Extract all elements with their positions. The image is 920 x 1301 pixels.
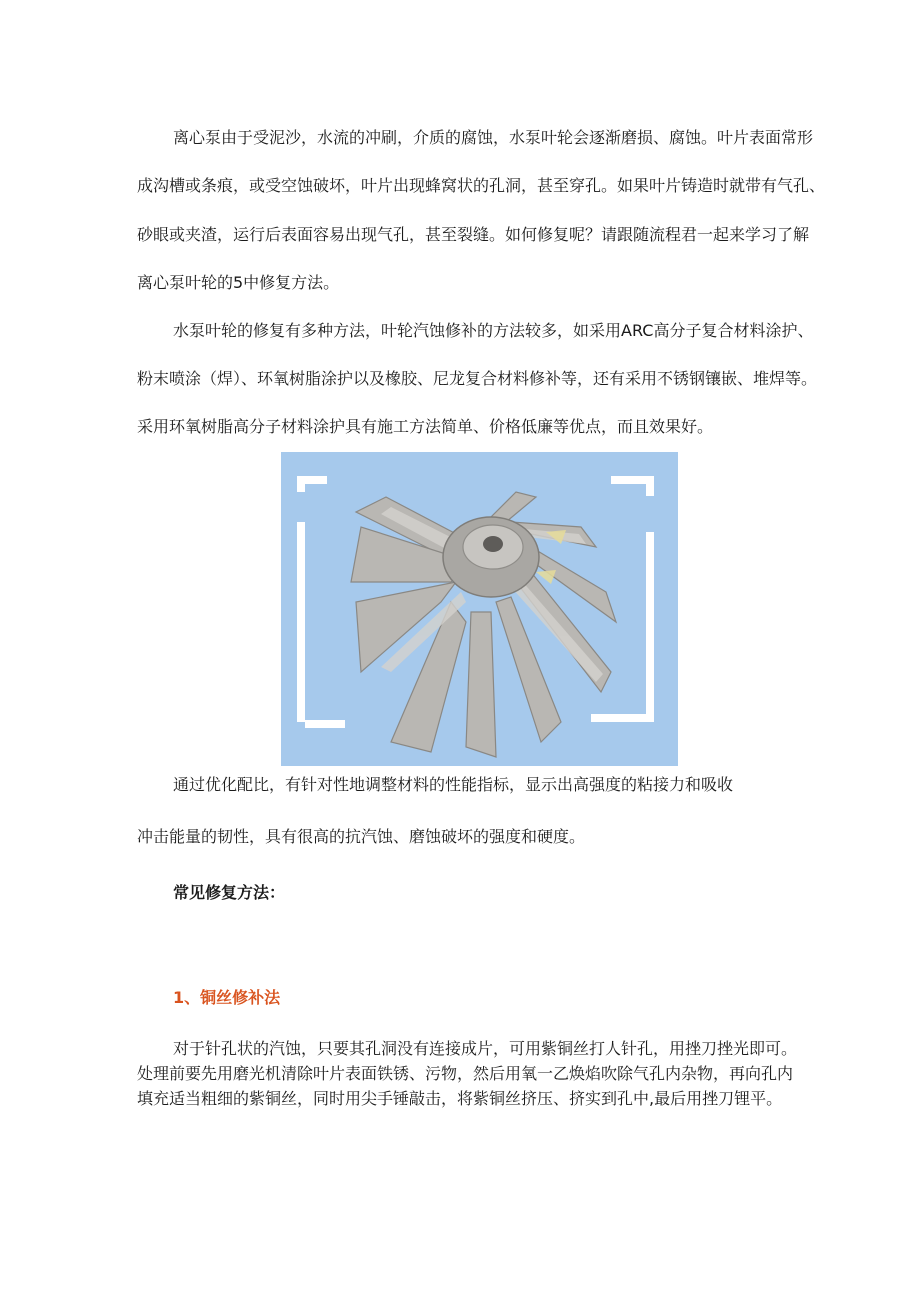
text-line: 填充适当粗细的紫铜丝，同时用尖手锤敲击，将紫铜丝挤压、挤实到孔中,最后用挫刀锂平。 (137, 1089, 783, 1108)
impeller-hub (443, 517, 539, 597)
section-title: 1、铜丝修补法 (173, 988, 281, 1007)
text-line: 采用环氧树脂高分子材料涂护具有施工方法简单、价格低廉等优点，而且效果好。 (137, 417, 714, 436)
text-line: 砂眼或夹渣，运行后表面容易出现气孔，甚至裂缝。如何修复呢？请跟随流程君一起来学习了解 (137, 225, 810, 244)
section-heading: 常见修复方法： (173, 883, 286, 902)
text-line: 对于针孔状的汽蚀，只要其孔洞没有连接成片，可用紫铜丝打人针孔，用挫刀挫光即可。 (173, 1039, 798, 1058)
text-line: 水泵叶轮的修复有多种方法，叶轮汽蚀修补的方法较多，如采用ARC高分子复合材料涂护、 (173, 321, 814, 340)
text-line: 冲击能量的韧性，具有很高的抗汽蚀、磨蚀破坏的强度和硬度。 (137, 827, 586, 846)
text-line: 离心泵叶轮的5中修复方法。 (137, 273, 340, 292)
impeller-illustration (281, 452, 678, 766)
text-line: 通过优化配比，有针对性地调整材料的性能指标，显示出高强度的粘接力和吸收 (173, 775, 734, 794)
text-line: 成沟槽或条痕，或受空蚀破坏，叶片出现蜂窝状的孔洞，甚至穿孔。如果叶片铸造时就带有气孔、 (137, 176, 826, 195)
impeller-image (281, 452, 678, 766)
text-line: 处理前要先用磨光机清除叶片表面铁锈、污物，然后用氧一乙焕焰吹除气孔内杂物，再向孔内 (137, 1064, 794, 1083)
text-line: 粉末喷涂（焊）、环氧树脂涂护以及橡胶、尼龙复合材料修补等，还有采用不锈钢镶嵌、堆焊等。 (137, 369, 818, 388)
text-line: 离心泵由于受泥沙，水流的冲刷，介质的腐蚀，水泵叶轮会逐渐磨损、腐蚀。叶片表面常形 (173, 128, 814, 147)
